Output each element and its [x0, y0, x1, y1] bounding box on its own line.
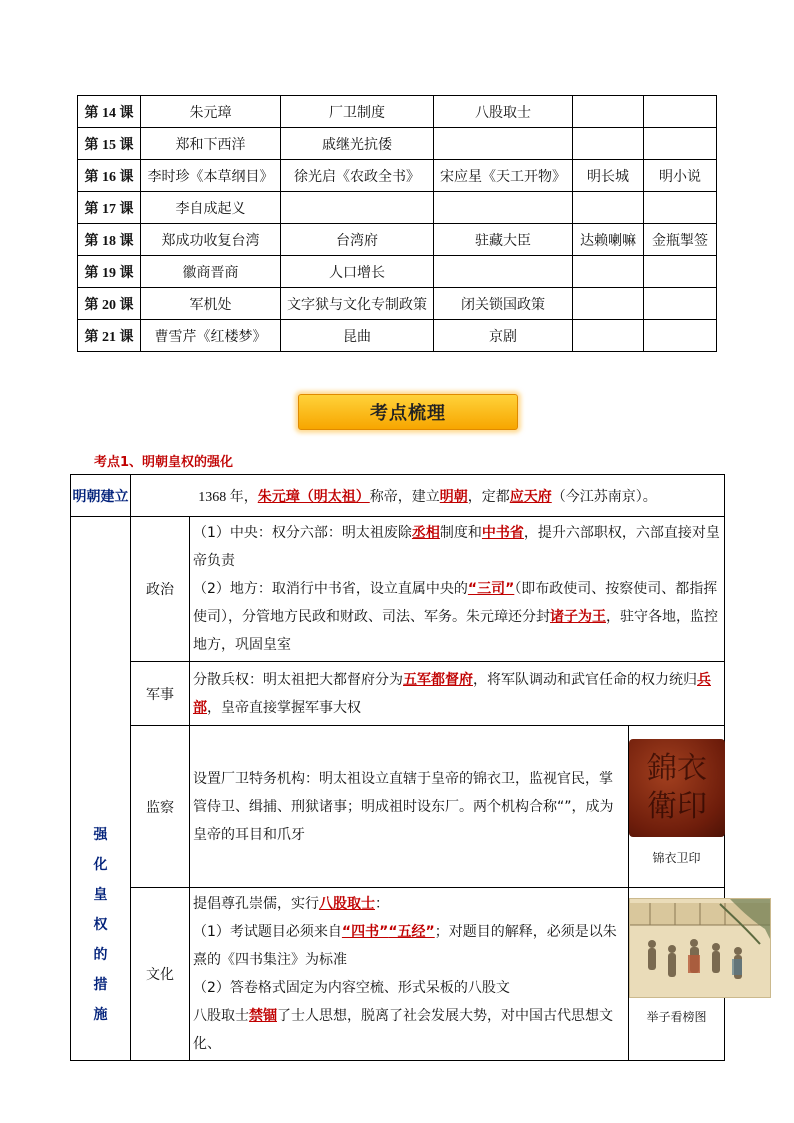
- vertical-label-char: 化: [93, 857, 108, 873]
- lesson-cell: [434, 128, 573, 160]
- culture-text-2b: ；对题目的解释，必须是以朱熹的《四书集注》为标准: [193, 924, 617, 968]
- politics-text-1a: （1）中央：权分六部：明太祖废除: [193, 525, 412, 541]
- culture-text-1a: 提倡尊孔崇儒，实行: [193, 896, 319, 912]
- lesson-cell: [573, 96, 644, 128]
- culture-text-3: （2）答卷格式固定为内容空梳、形式呆板的八股文: [193, 980, 510, 996]
- lesson-number: 第 21 课: [78, 320, 141, 352]
- culture-label: 文化: [131, 888, 190, 1061]
- keyword-princes: 诸子为王: [550, 609, 606, 625]
- vertical-label-char: 措: [93, 977, 108, 993]
- surveillance-content: 设置厂卫特务机构：明太祖设立直辖于皇帝的锦衣卫，监视官民，掌管侍卫、缉捕、刑狱诸事；明成祖时设东厂。两个机构合称“”，成为皇帝的耳目和爪牙: [190, 726, 629, 888]
- politics-row: [71, 517, 725, 662]
- lesson-number: 第 15 课: [78, 128, 141, 160]
- culture-text-2a: （1）考试题目必须来自: [193, 924, 342, 940]
- keyword-chancellor: 丞相: [411, 525, 440, 541]
- lesson-cell: 徽商晋商: [141, 256, 281, 288]
- lesson-cell: [573, 192, 644, 224]
- lesson-cell: 曹雪芹《红楼梦》: [141, 320, 281, 352]
- military-text-b: ，将军队调动和武官任命的权力统归: [473, 671, 697, 688]
- lesson-number: 第 18 课: [78, 224, 141, 256]
- lesson-cell: [434, 256, 573, 288]
- section-banner: [298, 394, 518, 430]
- lesson-cell: 朱元璋: [141, 96, 281, 128]
- seal-glyphs: 錦衣衛印: [647, 751, 707, 824]
- establish-text-3: ，定都: [467, 488, 510, 505]
- keyword-zhu-yuanzhang: 朱元璋（明太祖）: [257, 488, 370, 505]
- politics-text-1c: ，提升六部职权，六部直接对皇帝负责: [193, 525, 720, 569]
- keyword-four-books: “四书”: [341, 924, 389, 940]
- section-heading: 考点1、明朝皇权的强化: [94, 455, 234, 470]
- knowledge-table: [70, 474, 725, 1061]
- lesson-number: 第 14 课: [78, 96, 141, 128]
- lesson-cell: [644, 96, 717, 128]
- lesson-cell: [644, 256, 717, 288]
- exam-list-painting: [629, 898, 771, 998]
- lesson-cell: 驻藏大臣: [434, 224, 573, 256]
- vertical-label-char: 强: [93, 827, 108, 843]
- keyword-jingu: 禁锢: [249, 1008, 277, 1024]
- lesson-number: 第 16 课: [78, 160, 141, 192]
- lesson-number: 第 20 课: [78, 288, 141, 320]
- politics-text-2a: （2）地方：取消行中书省，设立直属中央的: [193, 581, 468, 597]
- politics-text-2c: ，驻守各地，监控地方，巩固皇室: [193, 609, 718, 653]
- culture-text-4b: 了士人思想，脱离了社会发展大势，对中国古代思想文化、: [193, 1008, 613, 1052]
- keyword-five-classics: “五经”: [388, 924, 435, 940]
- lesson-cell: 郑成功收复台湾: [141, 224, 281, 256]
- lesson-cell: 台湾府: [281, 224, 434, 256]
- culture-text-1b: ：: [375, 896, 389, 912]
- lesson-cell: [573, 128, 644, 160]
- lesson-cell: 戚继光抗倭: [281, 128, 434, 160]
- lesson-cell: [281, 192, 434, 224]
- lesson-cell: [644, 128, 717, 160]
- lesson-cell: [434, 192, 573, 224]
- culture-text-4a: 八股取士: [193, 1008, 249, 1024]
- lesson-cell: 李时珍《本草纲目》: [141, 160, 281, 192]
- lesson-cell: [644, 192, 717, 224]
- keyword-zhongshu: 中书省: [481, 525, 524, 541]
- lesson-cell: 郑和下西洋: [141, 128, 281, 160]
- lesson-cell: [573, 256, 644, 288]
- culture-content: [190, 888, 629, 1061]
- establish-text: [131, 475, 725, 517]
- keyword-baguqushi: 八股取士: [319, 896, 375, 912]
- surveillance-label: 监察: [131, 726, 190, 888]
- lesson-row: [78, 96, 717, 128]
- lesson-cell: 明小说: [644, 160, 717, 192]
- lesson-number: 第 19 课: [78, 256, 141, 288]
- lesson-cell: [644, 288, 717, 320]
- lesson-row: [78, 224, 717, 256]
- lesson-cell: 徐光启《农政全书》: [281, 160, 434, 192]
- vertical-label-char: 施: [93, 1007, 108, 1023]
- establish-label: 明朝建立: [71, 475, 131, 517]
- lesson-cell: 宋应星《天工开物》: [434, 160, 573, 192]
- military-content: [190, 662, 725, 726]
- establish-text-4: （今江苏南京）。: [551, 488, 657, 505]
- seal-image-cell: [629, 726, 725, 888]
- lesson-cell: 李自成起义: [141, 192, 281, 224]
- lesson-row: [78, 288, 717, 320]
- military-label: 军事: [131, 662, 190, 726]
- lesson-row: [78, 192, 717, 224]
- lesson-cell: 军机处: [141, 288, 281, 320]
- lesson-cell: 京剧: [434, 320, 573, 352]
- politics-text-1b: 制度和: [439, 525, 482, 541]
- keyword-five-armies: 五军都督府: [403, 671, 473, 688]
- lesson-cell: 文字狱与文化专制政策: [281, 288, 434, 320]
- establish-row: [71, 475, 725, 517]
- seal-caption: 锦衣卫印: [652, 851, 701, 865]
- lesson-cell: 人口增长: [281, 256, 434, 288]
- surveillance-row: [71, 726, 725, 888]
- establish-text-2: 称帝，建立: [369, 488, 440, 505]
- politics-label: 政治: [131, 517, 190, 662]
- keyword-sansi: “三司”: [467, 581, 515, 597]
- lesson-row: [78, 128, 717, 160]
- exam-painting-cell: [629, 888, 725, 1061]
- lesson-number: 第 17 课: [78, 192, 141, 224]
- keyword-ming-dynasty: 明朝: [439, 488, 468, 505]
- painting-caption: 举子看榜图: [646, 1010, 707, 1024]
- lesson-cell: 昆曲: [281, 320, 434, 352]
- military-text-a: 分散兵权：明太祖把大都督府分为: [193, 671, 403, 688]
- keyword-war-ministry: 兵部: [193, 671, 711, 716]
- lesson-cell: [644, 320, 717, 352]
- jinyiwei-seal-image: [629, 739, 725, 837]
- lesson-cell: 厂卫制度: [281, 96, 434, 128]
- lesson-cell: 闭关锁国政策: [434, 288, 573, 320]
- vertical-label-char: 权: [93, 917, 108, 933]
- lesson-table: [77, 95, 717, 352]
- lesson-row: [78, 256, 717, 288]
- lesson-cell: 达赖喇嘛: [573, 224, 644, 256]
- lesson-cell: 明长城: [573, 160, 644, 192]
- lesson-cell: 金瓶掣签: [644, 224, 717, 256]
- banner-title: 考点梳理: [370, 403, 446, 424]
- military-row: [71, 662, 725, 726]
- lesson-row: [78, 160, 717, 192]
- painting-illustration: [630, 899, 770, 997]
- lesson-cell: 八股取士: [434, 96, 573, 128]
- lesson-row: [78, 320, 717, 352]
- culture-row: [71, 888, 725, 1061]
- vertical-label-char: 皇: [93, 887, 108, 903]
- lesson-cell: [573, 320, 644, 352]
- politics-content: [190, 517, 725, 662]
- establish-year: 1368 年，: [198, 489, 258, 505]
- measures-vertical-label: [71, 517, 131, 1061]
- keyword-yingtian: 应天府: [509, 488, 552, 505]
- politics-text-2b: （即布政使司、按察使司、都指挥使司），分管地方民政和财政、司法、军务。朱元璋还分封: [193, 581, 718, 625]
- vertical-label-char: 的: [93, 947, 108, 963]
- lesson-cell: [573, 288, 644, 320]
- military-text-c: ，皇帝直接掌握军事大权: [207, 699, 361, 716]
